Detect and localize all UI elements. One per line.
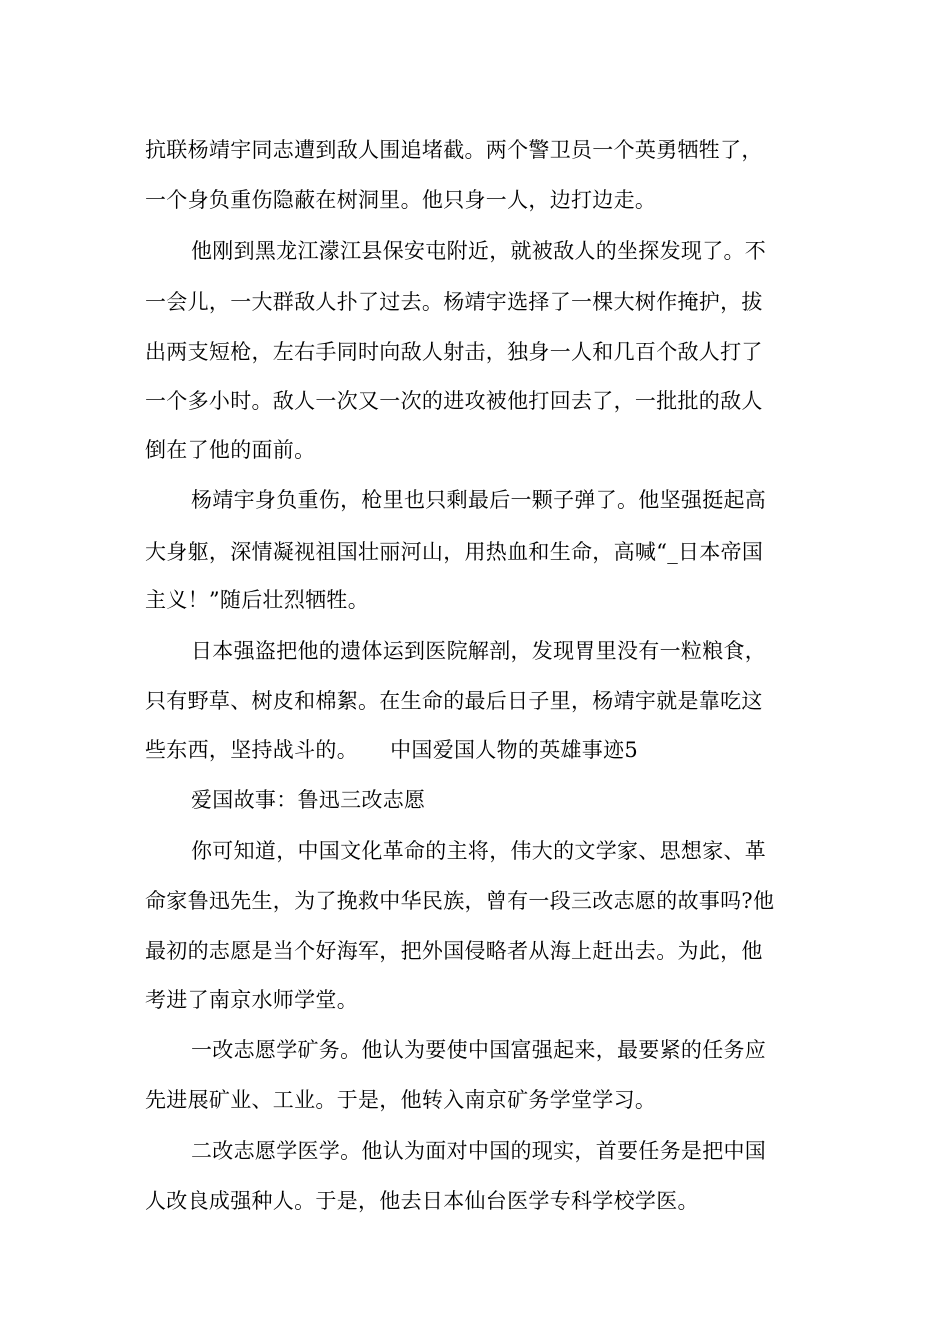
text-line: 主义！”随后壮烈牺牲。 bbox=[145, 588, 370, 612]
text-line: 倒在了他的面前。 bbox=[145, 438, 316, 462]
text-line: 一个身负重伤隐蔽在树洞里。他只身一人，边打边走。 bbox=[145, 188, 657, 212]
text-line: 最初的志愿是当个好海军，把外国侵略者从海上赶出去。为此，他 bbox=[145, 939, 763, 963]
text-line: 只有野草、树皮和棉絮。在生命的最后日子里，杨靖宇就是靠吃这 bbox=[145, 689, 763, 713]
paragraph-start-line: 日本强盗把他的遗体运到医院解剖，发现胃里没有一粒粮食， bbox=[191, 639, 767, 663]
text-line: 抗联杨靖宇同志遭到敌人围追堵截。两个警卫员一个英勇牺牲了， bbox=[145, 138, 763, 162]
section-heading: 爱国故事：鲁迅三改志愿 bbox=[191, 788, 426, 812]
text-line: 些东西，坚持战斗的。 中国爱国人物的英雄事迹5 bbox=[145, 738, 639, 762]
paragraph-start-line: 一改志愿学矿务。他认为要使中国富强起来，最要紧的任务应 bbox=[191, 1038, 767, 1062]
paragraph-start-line: 你可知道，中国文化革命的主将，伟大的文学家、思想家、革 bbox=[191, 839, 767, 863]
text-line: 大身躯，深情凝视祖国壮丽河山，用热血和生命，高喊“_日本帝国 bbox=[145, 540, 764, 564]
paragraph-start-line: 杨靖宇身负重伤，枪里也只剩最后一颗子弹了。他坚强挺起高 bbox=[191, 488, 767, 512]
text-line: 先进展矿业、工业。于是，他转入南京矿务学堂学习。 bbox=[145, 1088, 657, 1112]
text-line: 考进了南京水师学堂。 bbox=[145, 988, 358, 1012]
text-line: 命家鲁迅先生，为了挽救中华民族，曾有一段三改志愿的故事吗?他 bbox=[145, 889, 775, 913]
text-line: 一个多小时。敌人一次又一次的进攻被他打回去了，一批批的敌人 bbox=[145, 389, 763, 413]
paragraph-start-line: 他刚到黑龙江濛江县保安屯附近，就被敌人的坐探发现了。不 bbox=[191, 239, 767, 263]
paragraph-start-line: 二改志愿学医学。他认为面对中国的现实，首要任务是把中国 bbox=[191, 1139, 767, 1163]
text-line: 一会儿，一大群敌人扑了过去。杨靖宇选择了一棵大树作掩护，拔 bbox=[145, 290, 763, 314]
text-line: 出两支短枪，左右手同时向敌人射击，独身一人和几百个敌人打了 bbox=[145, 340, 763, 364]
text-line: 人改良成强种人。于是，他去日本仙台医学专科学校学医。 bbox=[145, 1189, 699, 1213]
